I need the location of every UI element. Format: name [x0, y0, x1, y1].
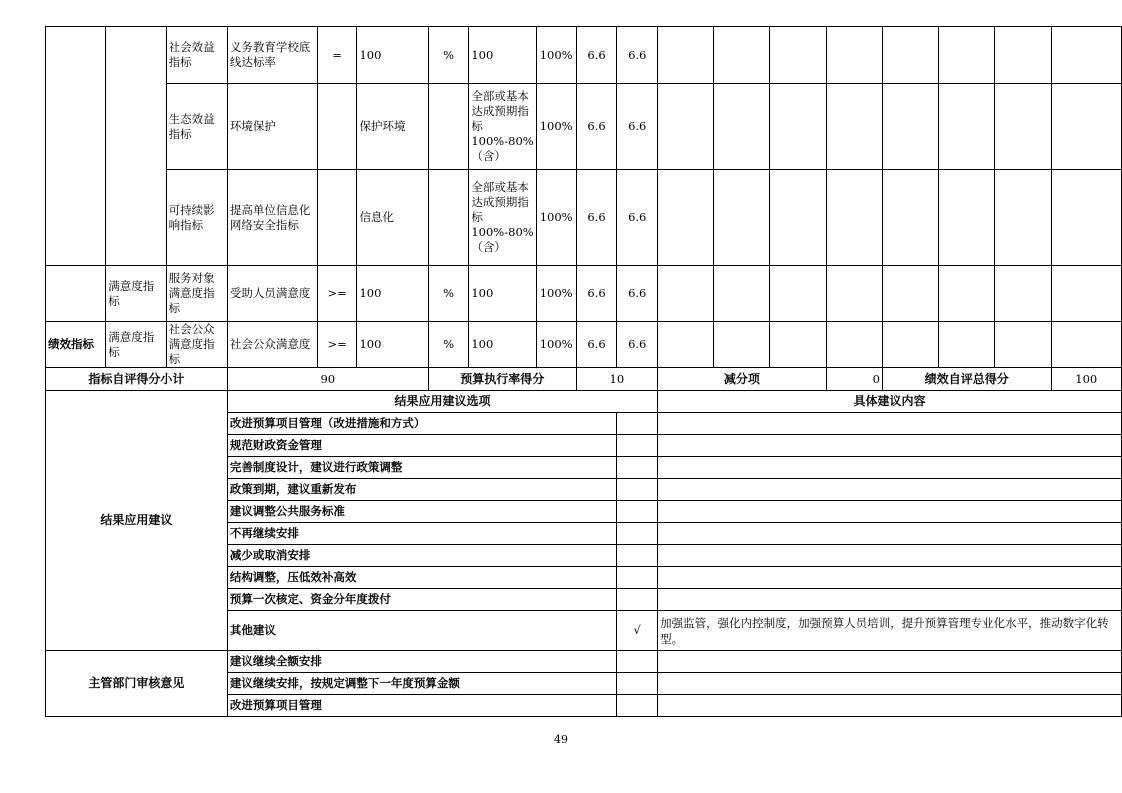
table-row	[46, 27, 1122, 84]
option-label: 政策到期，建议重新发布	[227, 479, 616, 501]
score-cell: 6.6	[617, 266, 658, 322]
weight-cell: 6.6	[576, 84, 617, 170]
blank-cell	[770, 84, 826, 170]
table-row	[46, 170, 1122, 266]
option-content	[658, 435, 1122, 457]
blank-cell	[658, 84, 714, 170]
blank-cell	[995, 170, 1051, 266]
option-label: 减少或取消安排	[227, 545, 616, 567]
option-content	[658, 589, 1122, 611]
blank-cell	[658, 322, 714, 368]
blank-cell	[714, 27, 770, 84]
weight-cell: 6.6	[576, 170, 617, 266]
blank-cell	[826, 170, 882, 266]
indicator-name: 社会公众满意度	[227, 322, 317, 368]
summary-row	[46, 368, 1122, 391]
blank-cell	[1051, 27, 1122, 84]
option-content	[658, 545, 1122, 567]
blank-cell	[714, 322, 770, 368]
option-checkbox[interactable]	[617, 523, 658, 545]
blank-cell	[882, 84, 938, 170]
level2-cell: 满意度指标	[106, 266, 166, 322]
actual-cell: 100	[469, 27, 536, 84]
blank-cell	[1051, 84, 1122, 170]
operator-cell: >=	[317, 322, 357, 368]
score-cell: 6.6	[617, 322, 658, 368]
blank-cell	[882, 322, 938, 368]
level3-cell: 社会公众满意度指标	[166, 322, 227, 368]
option-checkbox[interactable]	[617, 545, 658, 567]
option-content: 加强监管，强化内控制度，加强预算人员培训，提升预算管理专业化水平，推动数字化转型。	[658, 611, 1122, 651]
option-label: 结构调整，压低效补高效	[227, 567, 616, 589]
blank-cell	[770, 170, 826, 266]
option-label: 建议调整公共服务标准	[227, 501, 616, 523]
option-label: 规范财政资金管理	[227, 435, 616, 457]
review-row	[46, 651, 1122, 673]
blank-cell	[658, 170, 714, 266]
level3-cell: 服务对象满意度指标	[166, 266, 227, 322]
option-content	[658, 523, 1122, 545]
rate-cell: 100%	[536, 170, 576, 266]
indicator-name: 受助人员满意度	[227, 266, 317, 322]
review-section-label: 主管部门审核意见	[46, 651, 228, 717]
option-checkbox[interactable]	[617, 413, 658, 435]
blank-cell	[770, 27, 826, 84]
blank-cell	[1051, 266, 1122, 322]
table-row	[46, 266, 1122, 322]
operator-cell: >=	[317, 266, 357, 322]
blank-cell	[939, 27, 995, 84]
content-header: 具体建议内容	[658, 391, 1122, 413]
level1-cell: 绩效指标	[46, 322, 106, 368]
option-checkbox[interactable]	[617, 567, 658, 589]
blank-cell	[826, 84, 882, 170]
blank-cell	[770, 266, 826, 322]
blank-cell	[882, 27, 938, 84]
actual-cell: 100	[469, 322, 536, 368]
total-label: 绩效自评总得分	[882, 368, 1051, 391]
option-label: 完善制度设计，建议进行政策调整	[227, 457, 616, 479]
rate-cell: 100%	[536, 266, 576, 322]
option-content	[658, 479, 1122, 501]
performance-table	[45, 26, 1122, 717]
option-checkbox[interactable]	[617, 479, 658, 501]
results-section-label: 结果应用建议	[46, 391, 228, 651]
weight-cell: 6.6	[576, 266, 617, 322]
blank-cell	[826, 322, 882, 368]
blank-cell	[882, 170, 938, 266]
target-cell: 信息化	[357, 170, 428, 266]
total-value: 100	[1051, 368, 1122, 391]
weight-cell: 6.6	[576, 27, 617, 84]
actual-cell: 全部或基本达成预期指标100%-80%（含）	[469, 170, 536, 266]
review-option-label: 建议继续安排，按规定调整下一年度预算金额	[227, 673, 616, 695]
self-eval-value: 90	[227, 368, 428, 391]
option-label: 不再继续安排	[227, 523, 616, 545]
rate-cell: 100%	[536, 84, 576, 170]
deduction-value: 0	[826, 368, 882, 391]
score-cell: 6.6	[617, 27, 658, 84]
blank-cell	[995, 266, 1051, 322]
indicator-name: 义务教育学校底线达标率	[227, 27, 317, 84]
blank-cell	[826, 27, 882, 84]
option-checkbox[interactable]	[617, 457, 658, 479]
table-row	[46, 84, 1122, 170]
target-cell: 100	[357, 27, 428, 84]
indicator-name: 提高单位信息化网络安全指标	[227, 170, 317, 266]
blank-cell	[882, 266, 938, 322]
rate-cell: 100%	[536, 27, 576, 84]
level1-cell	[46, 266, 106, 322]
blank-cell	[995, 27, 1051, 84]
rate-cell: 100%	[536, 322, 576, 368]
blank-cell	[1051, 322, 1122, 368]
level2-cell	[106, 27, 166, 266]
review-checkbox[interactable]	[617, 651, 658, 673]
indicator-name: 环境保护	[227, 84, 317, 170]
option-content	[658, 567, 1122, 589]
self-eval-label: 指标自评得分小计	[46, 368, 228, 391]
operator-cell: =	[317, 27, 357, 84]
option-content	[658, 413, 1122, 435]
review-content	[658, 695, 1122, 717]
budget-rate-value: 10	[576, 368, 657, 391]
level1-cell	[46, 27, 106, 266]
unit-cell	[428, 170, 469, 266]
blank-cell	[1051, 170, 1122, 266]
option-checkbox[interactable]	[617, 589, 658, 611]
score-cell: 6.6	[617, 84, 658, 170]
target-cell: 保护环境	[357, 84, 428, 170]
options-header: 结果应用建议选项	[227, 391, 657, 413]
check-mark-icon[interactable]: √	[617, 611, 658, 651]
actual-cell: 100	[469, 266, 536, 322]
unit-cell: %	[428, 27, 469, 84]
weight-cell: 6.6	[576, 322, 617, 368]
table-row	[46, 322, 1122, 368]
actual-cell: 全部或基本达成预期指标100%-80%（含）	[469, 84, 536, 170]
level3-cell: 可持续影响指标	[166, 170, 227, 266]
operator-cell	[317, 84, 357, 170]
unit-cell	[428, 84, 469, 170]
results-header-row	[46, 391, 1122, 413]
operator-cell	[317, 170, 357, 266]
option-content	[658, 501, 1122, 523]
blank-cell	[995, 322, 1051, 368]
option-label: 其他建议	[227, 611, 616, 651]
blank-cell	[770, 322, 826, 368]
blank-cell	[714, 266, 770, 322]
review-content	[658, 651, 1122, 673]
review-option-label: 建议继续全额安排	[227, 651, 616, 673]
option-content	[658, 457, 1122, 479]
blank-cell	[714, 84, 770, 170]
level2-cell: 满意度指标	[106, 322, 166, 368]
option-checkbox[interactable]	[617, 435, 658, 457]
review-checkbox[interactable]	[617, 673, 658, 695]
unit-cell: %	[428, 322, 469, 368]
score-cell: 6.6	[617, 170, 658, 266]
review-content	[658, 673, 1122, 695]
target-cell: 100	[357, 322, 428, 368]
blank-cell	[714, 170, 770, 266]
page-number: 49	[554, 733, 568, 746]
option-checkbox[interactable]	[617, 501, 658, 523]
blank-cell	[939, 322, 995, 368]
blank-cell	[939, 84, 995, 170]
review-checkbox[interactable]	[617, 695, 658, 717]
blank-cell	[939, 170, 995, 266]
target-cell: 100	[357, 266, 428, 322]
blank-cell	[658, 27, 714, 84]
deduction-label: 减分项	[658, 368, 827, 391]
level3-cell: 社会效益指标	[166, 27, 227, 84]
review-option-label: 改进预算项目管理	[227, 695, 616, 717]
level3-cell: 生态效益指标	[166, 84, 227, 170]
unit-cell: %	[428, 266, 469, 322]
blank-cell	[995, 84, 1051, 170]
option-label: 预算一次核定、资金分年度拨付	[227, 589, 616, 611]
blank-cell	[939, 266, 995, 322]
blank-cell	[826, 266, 882, 322]
option-label: 改进预算项目管理（改进措施和方式）	[227, 413, 616, 435]
blank-cell	[658, 266, 714, 322]
budget-rate-label: 预算执行率得分	[428, 368, 576, 391]
